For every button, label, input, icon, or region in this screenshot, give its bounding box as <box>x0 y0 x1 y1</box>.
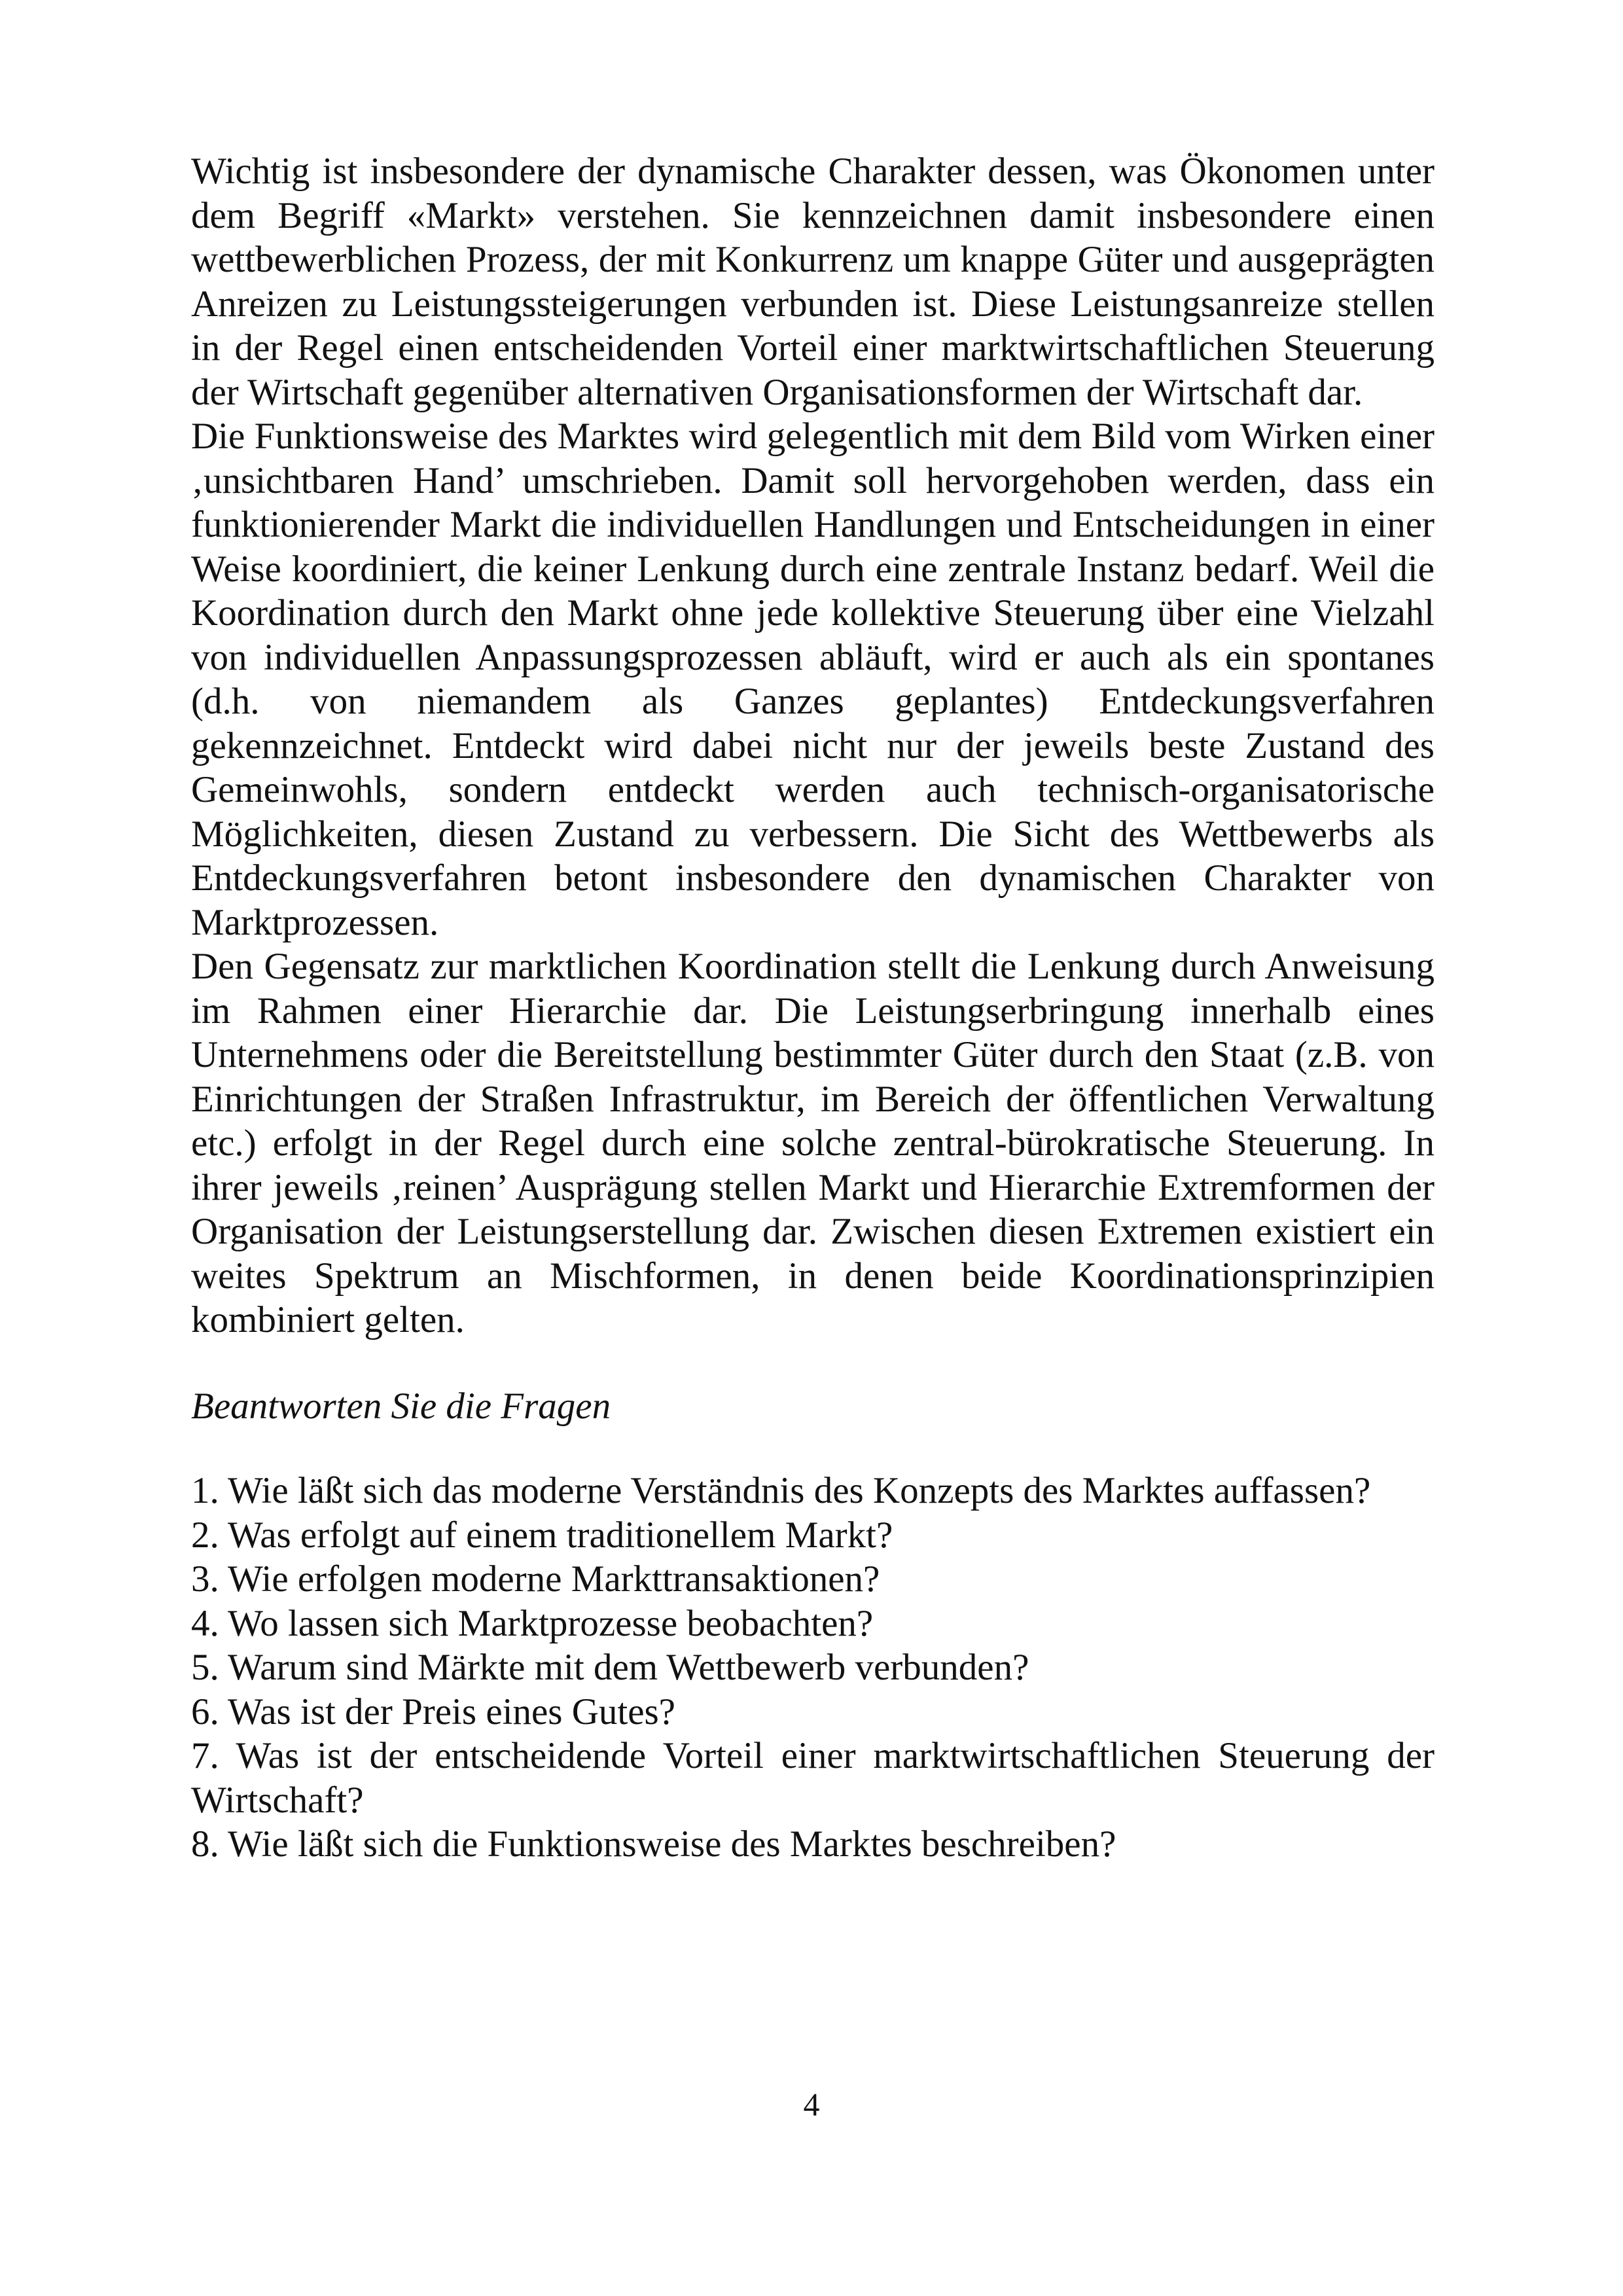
paragraph-invisible-hand: Die Funktionsweise des Marktes wird gelegentlich mit dem Bild vom Wirken einer ‚unsichtbaren Hand’ umschrieben. Damit soll hervorgehoben werden, dass ein funktionierender Markt die individuellen Handlungen und Entscheidungen in einer Weise koordiniert, die keiner Lenkung durch eine zentrale Instanz bedarf. Weil die Koordination durch den Markt ohne jede kollektive Steuerung über eine Vielzahl von individuellen Anpassungsprozessen abläuft, wird er auch als ein spontanes (d.h. von niemandem als Ganzes geplantes) Entdeckungsverfahren gekennzeichnet. Entdeckt wird dabei nicht nur der jeweils beste Zustand des Gemeinwohls, sondern entdeckt werden auch technisch-organisatorische Möglichkeiten, diesen Zustand zu verbessern. Die Sicht des Wettbewerbs als Entdeckungsverfahren betont insbesondere den dynamischen Charakter von Marktprozessen. <box>191 416 1435 943</box>
question-item: 4. Wo lassen sich Marktprozesse beobachten? <box>191 1602 874 1644</box>
paragraph-market-dynamics: Wichtig ist insbesondere der dynamische Charakter dessen, was Ökonomen unter dem Begriff «Markt» verstehen. Sie kennzeichnen damit insbesondere einen wettbewerblichen Prozess, der mit Konkurrenz um knappe Güter und ausgeprägten Anreizen zu Leistungssteigerungen verbunden ist. Diese Leistungsanreize stellen in der Regel einen entscheidenden Vorteil einer marktwirtschaftlichen Steuerung der Wirtschaft gegenüber alternativen Organisationsformen der Wirtschaft dar. <box>191 151 1435 413</box>
question-item: 5. Warum sind Märkte mit dem Wettbewerb verbunden? <box>191 1647 1029 1688</box>
paragraph-hierarchy: Den Gegensatz zur marktlichen Koordination stellt die Lenkung durch Anweisung im Rahmen einer Hierarchie dar. Die Leistungserbringung innerhalb eines Unternehmens oder die Bereitstellung bestimmter Güter durch den Staat (z.B. von Einrichtungen der Straßen Infrastruktur, im Bereich der öffentlichen Verwaltung etc.) erfolgt in der Regel durch eine solche zentral-bürokratische Steuerung. In ihrer jeweils ‚reinen’ Ausprägung stellen Markt und Hierarchie Extremformen der Organisation der Leistungserstellung dar. Zwischen diesen Extremen existiert ein weites Spektrum an Mischformen, in denen beide Koordinationsprinzipien kombiniert gelten. <box>191 946 1435 1340</box>
question-item: 7. Was ist der entscheidende Vorteil einer marktwirtschaftlichen Steuerung der Wirtschaft? <box>191 1735 1435 1821</box>
question-item: 2. Was erfolgt auf einem traditionellem Markt? <box>191 1514 893 1556</box>
question-item: 6. Was ist der Preis eines Gutes? <box>191 1691 675 1732</box>
questions-list <box>191 1469 1435 1867</box>
page-number: 4 <box>803 2086 820 2123</box>
question-item: 3. Wie erfolgen moderne Markttransaktionen? <box>191 1558 880 1600</box>
question-item: 8. Wie läßt sich die Funktionsweise des Marktes beschreiben? <box>191 1823 1116 1865</box>
question-item: 1. Wie läßt sich das moderne Verständnis des Konzepts des Marktes auffassen? <box>191 1470 1371 1511</box>
questions-heading: Beantworten Sie die Fragen <box>191 1385 611 1427</box>
document-page <box>191 149 1435 1867</box>
